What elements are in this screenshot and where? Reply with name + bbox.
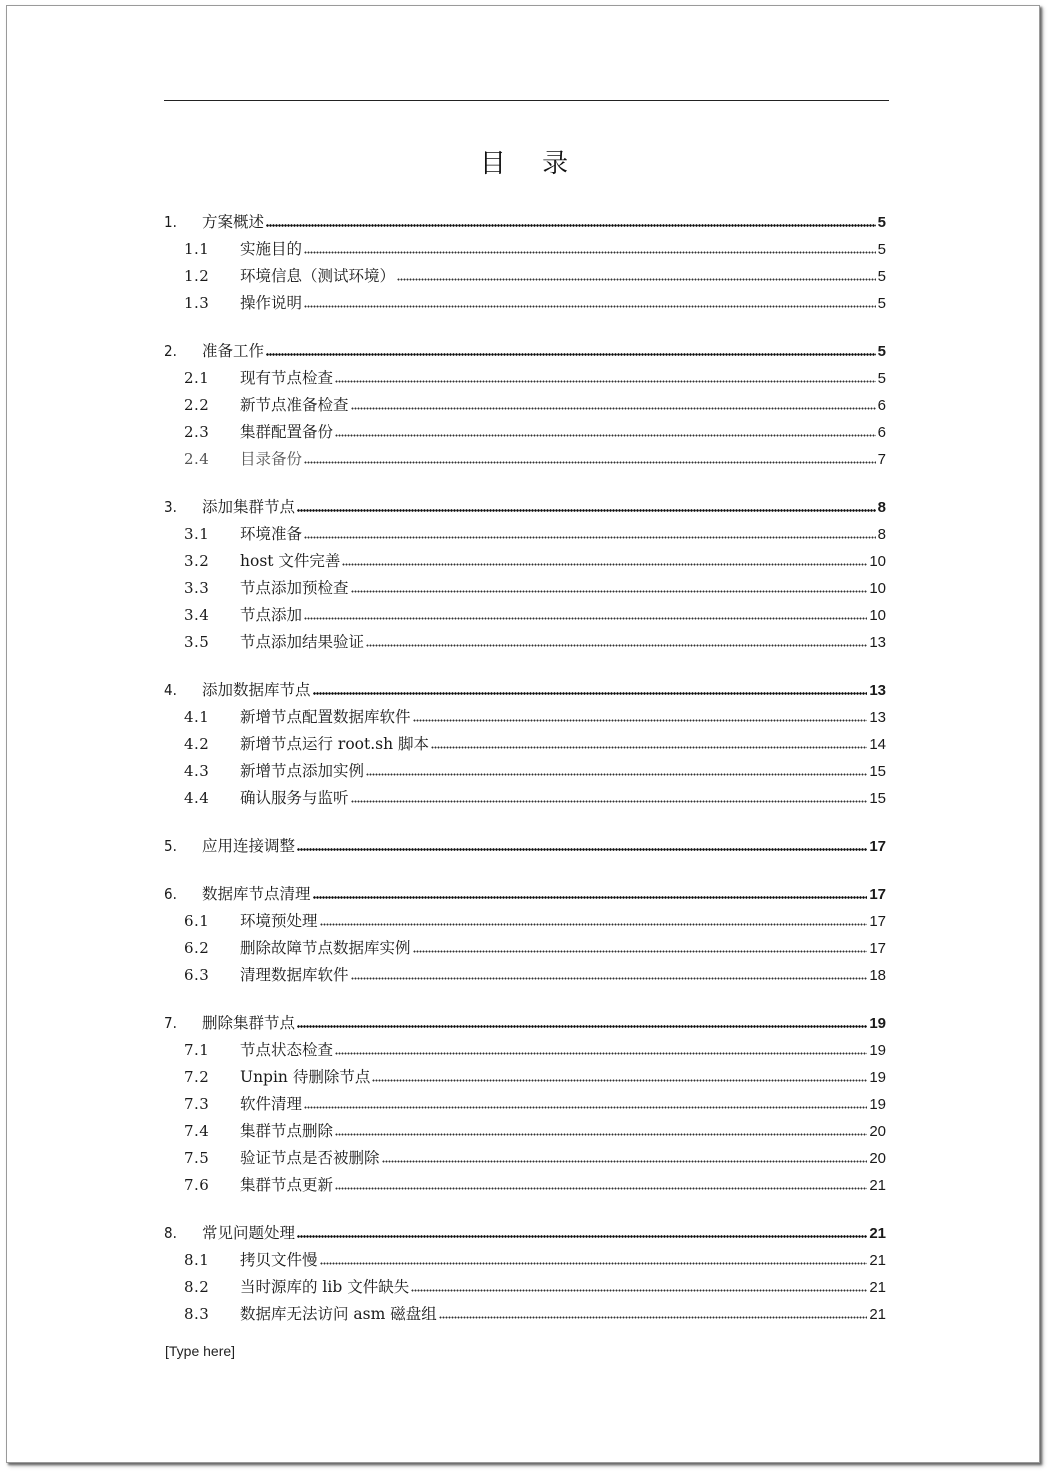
toc-entry-page: 17: [869, 913, 886, 930]
toc-entry-page: 20: [869, 1150, 886, 1167]
toc-entry-number: 1.2: [184, 267, 210, 285]
document-page: [6, 5, 1040, 1463]
toc-entry-page: 19: [869, 1069, 886, 1086]
toc-entry-7-4[interactable]: [164, 1119, 886, 1146]
toc-entry-page: 21: [869, 1177, 886, 1194]
toc-entry-page: 8: [877, 499, 886, 516]
toc-entry-7-1[interactable]: [164, 1038, 886, 1065]
toc-entry-page: 15: [869, 763, 886, 780]
toc-entry-1-1[interactable]: [164, 237, 886, 264]
toc-entry-number: 5.: [164, 837, 177, 855]
toc-entry-number: 8.1: [184, 1251, 210, 1269]
toc-entry-number: 4.3: [184, 762, 210, 780]
toc-entry-number: 4.1: [184, 708, 210, 726]
toc-entry-page: 19: [869, 1042, 886, 1059]
dot-leader: [297, 1234, 867, 1238]
dot-leader: [304, 616, 867, 620]
toc-entry-label: Unpin 待删除节点: [240, 1068, 371, 1086]
toc-entry-number: 6.1: [184, 912, 210, 930]
toc-entry-page: 20: [869, 1123, 886, 1140]
dot-leader: [411, 1288, 867, 1292]
toc-entry-2-4[interactable]: [164, 447, 886, 474]
toc-entry-7-5[interactable]: [164, 1146, 886, 1173]
dot-leader: [366, 643, 867, 647]
dot-leader: [382, 1159, 868, 1163]
toc-entry-1-2[interactable]: [164, 264, 886, 291]
toc-entry-8-3[interactable]: [164, 1302, 886, 1329]
dot-leader: [335, 1051, 867, 1055]
toc-entry-number: 7.5: [184, 1149, 210, 1167]
toc-entry-label: 集群配置备份: [240, 423, 334, 441]
toc-entry-page: 5: [877, 214, 886, 231]
toc-entry-label: 集群节点删除: [240, 1122, 334, 1140]
toc-entry-number: 6.: [164, 885, 177, 903]
dot-leader: [439, 1315, 868, 1319]
toc-entry-page: 10: [869, 607, 886, 624]
dot-leader: [313, 691, 868, 695]
toc-entry-number: 7.4: [184, 1122, 210, 1140]
toc-entry-number: 8.3: [184, 1305, 210, 1323]
dot-leader: [304, 460, 876, 464]
toc-entry-3[interactable]: [164, 495, 886, 522]
toc-entry-page: 10: [869, 553, 886, 570]
dot-leader: [313, 895, 868, 899]
dot-leader: [304, 250, 876, 254]
toc-entry-label: 方案概述: [202, 213, 265, 231]
toc-entry-8-2[interactable]: [164, 1275, 886, 1302]
toc-entry-page: 17: [869, 940, 886, 957]
toc-entry-page: 21: [869, 1279, 886, 1296]
toc-entry-label: 删除故障节点数据库实例: [240, 939, 411, 957]
toc-entry-4-3[interactable]: [164, 759, 886, 786]
toc-entry-label: 常见问题处理: [202, 1224, 296, 1242]
dot-leader: [335, 379, 876, 383]
toc-entry-label: 节点添加预检查: [240, 579, 349, 597]
toc-entry-8-1[interactable]: [164, 1248, 886, 1275]
toc-entry-6-1[interactable]: [164, 909, 886, 936]
toc-entry-page: 17: [869, 838, 886, 855]
toc-entry-page: 19: [869, 1015, 886, 1032]
toc-entry-label: 新节点准备检查: [240, 396, 349, 414]
toc-entry-4[interactable]: [164, 678, 886, 705]
dot-leader: [304, 1105, 867, 1109]
dot-leader: [397, 277, 876, 281]
toc-entry-number: 3.3: [184, 579, 210, 597]
table-of-contents: [164, 210, 886, 1329]
toc-entry-5[interactable]: [164, 834, 886, 861]
toc-entry-number: 3.1: [184, 525, 210, 543]
toc-entry-2-3[interactable]: [164, 420, 886, 447]
toc-entry-label: 确认服务与监听: [240, 789, 349, 807]
dot-leader: [297, 508, 876, 512]
header-rule: [164, 100, 889, 101]
toc-entry-number: 4.: [164, 681, 177, 699]
toc-entry-page: 21: [869, 1252, 886, 1269]
toc-entry-number: 1.: [164, 213, 177, 231]
toc-entry-label: 准备工作: [202, 342, 265, 360]
toc-entry-label: 添加数据库节点: [202, 681, 311, 699]
toc-entry-7[interactable]: [164, 1011, 886, 1038]
toc-entry-6-2[interactable]: [164, 936, 886, 963]
toc-entry-label: 操作说明: [240, 294, 303, 312]
toc-entry-number: 7.2: [184, 1068, 210, 1086]
toc-entry-3-5[interactable]: [164, 630, 886, 657]
dot-leader: [266, 352, 876, 356]
toc-entry-label: 应用连接调整: [202, 837, 296, 855]
dot-leader: [297, 1024, 867, 1028]
toc-entry-number: 2.3: [184, 423, 210, 441]
toc-entry-page: 5: [877, 241, 886, 258]
toc-entry-page: 18: [869, 967, 886, 984]
toc-entry-label: 环境准备: [240, 525, 303, 543]
toc-entry-page: 7: [877, 451, 886, 468]
toc-entry-page: 6: [877, 397, 886, 414]
dot-leader: [342, 562, 867, 566]
toc-entry-number: 7.6: [184, 1176, 210, 1194]
toc-entry-6[interactable]: [164, 882, 886, 909]
toc-entry-page: 21: [869, 1225, 886, 1242]
toc-entry-7-2[interactable]: [164, 1065, 886, 1092]
toc-entry-number: 8.: [164, 1224, 177, 1242]
dot-leader: [335, 433, 876, 437]
toc-entry-6-3[interactable]: [164, 963, 886, 990]
toc-entry-label: 实施目的: [240, 240, 303, 258]
toc-entry-number: 7.: [164, 1014, 177, 1032]
toc-entry-3-4[interactable]: [164, 603, 886, 630]
toc-entry-number: 2.1: [184, 369, 210, 387]
toc-entry-label: 新增节点添加实例: [240, 762, 365, 780]
toc-entry-label: 节点添加结果验证: [240, 633, 365, 651]
toc-entry-label: 节点添加: [240, 606, 303, 624]
toc-entry-label: 数据库节点清理: [202, 885, 311, 903]
toc-entry-page: 6: [877, 424, 886, 441]
dot-leader: [351, 799, 868, 803]
toc-title: 目 录: [479, 149, 583, 179]
toc-entry-label: 数据库无法访问 asm 磁盘组: [240, 1305, 437, 1323]
toc-entry-page: 5: [877, 370, 886, 387]
toc-entry-label: 当时源库的 lib 文件缺失: [240, 1278, 410, 1296]
toc-entry-number: 3.: [164, 498, 177, 516]
toc-entry-number: 3.4: [184, 606, 210, 624]
toc-entry-page: 13: [869, 634, 886, 651]
toc-entry-page: 8: [877, 526, 886, 543]
dot-leader: [304, 535, 876, 539]
dot-leader: [351, 589, 868, 593]
dot-leader: [413, 949, 868, 953]
toc-entry-2-1[interactable]: [164, 366, 886, 393]
toc-entry-page: 17: [869, 886, 886, 903]
toc-entry-label: 环境信息（测试环境）: [240, 267, 396, 285]
toc-entry-label: 添加集群节点: [202, 498, 296, 516]
dot-leader: [351, 976, 868, 980]
toc-entry-4-2[interactable]: [164, 732, 886, 759]
toc-entry-label: 集群节点更新: [240, 1176, 334, 1194]
dot-leader: [431, 745, 867, 749]
toc-entry-label: 删除集群节点: [202, 1014, 296, 1032]
toc-entry-number: 7.1: [184, 1041, 210, 1059]
toc-entry-number: 4.2: [184, 735, 210, 753]
toc-entry-2-2[interactable]: [164, 393, 886, 420]
toc-entry-number: 8.2: [184, 1278, 210, 1296]
toc-entry-3-1[interactable]: [164, 522, 886, 549]
toc-entry-number: 3.5: [184, 633, 210, 651]
toc-entry-label: 节点状态检查: [240, 1041, 334, 1059]
dot-leader: [320, 922, 868, 926]
toc-entry-page: 21: [869, 1306, 886, 1323]
toc-entry-page: 5: [877, 343, 886, 360]
dot-leader: [413, 718, 868, 722]
toc-entry-4-1[interactable]: [164, 705, 886, 732]
toc-entry-number: 6.2: [184, 939, 210, 957]
toc-entry-label: 验证节点是否被删除: [240, 1149, 380, 1167]
toc-entry-number: 1.1: [184, 240, 210, 258]
toc-entry-number: 3.2: [184, 552, 210, 570]
toc-entry-4-4[interactable]: [164, 786, 886, 813]
footer-placeholder[interactable]: [Type here]: [165, 1343, 236, 1359]
toc-entry-1[interactable]: [164, 210, 886, 237]
toc-entry-page: 19: [869, 1096, 886, 1113]
toc-entry-number: 2.2: [184, 396, 210, 414]
dot-leader: [366, 772, 867, 776]
toc-entry-7-3[interactable]: [164, 1092, 886, 1119]
toc-entry-page: 5: [877, 295, 886, 312]
dot-leader: [335, 1132, 867, 1136]
toc-entry-number: 2.: [164, 342, 177, 360]
dot-leader: [351, 406, 876, 410]
toc-entry-page: 5: [877, 268, 886, 285]
toc-entry-number: 1.3: [184, 294, 210, 312]
toc-entry-number: 6.3: [184, 966, 210, 984]
toc-entry-label: 新增节点运行 root.sh 脚本: [240, 735, 430, 753]
dot-leader: [335, 1186, 867, 1190]
toc-entry-8[interactable]: [164, 1221, 886, 1248]
toc-entry-page: 15: [869, 790, 886, 807]
toc-entry-label: 环境预处理: [240, 912, 318, 930]
toc-entry-label: 清理数据库软件: [240, 966, 349, 984]
toc-entry-3-2[interactable]: [164, 549, 886, 576]
dot-leader: [372, 1078, 867, 1082]
toc-entry-label: 新增节点配置数据库软件: [240, 708, 411, 726]
toc-entry-label: 软件清理: [240, 1095, 303, 1113]
toc-entry-label: host 文件完善: [240, 552, 341, 570]
toc-entry-label: 拷贝文件慢: [240, 1251, 318, 1269]
dot-leader: [297, 847, 867, 851]
toc-entry-3-3[interactable]: [164, 576, 886, 603]
toc-entry-2[interactable]: [164, 339, 886, 366]
dot-leader: [266, 223, 876, 227]
toc-entry-page: 13: [869, 709, 886, 726]
toc-entry-number: 4.4: [184, 789, 210, 807]
toc-entry-label: 现有节点检查: [240, 369, 334, 387]
toc-entry-label: 目录备份: [240, 450, 303, 468]
toc-entry-number: 2.4: [184, 450, 210, 468]
dot-leader: [320, 1261, 868, 1265]
toc-entry-number: 7.3: [184, 1095, 210, 1113]
toc-entry-page: 14: [869, 736, 886, 753]
toc-entry-7-6[interactable]: [164, 1173, 886, 1200]
dot-leader: [304, 304, 876, 308]
toc-entry-1-3[interactable]: [164, 291, 886, 318]
toc-entry-page: 13: [869, 682, 886, 699]
toc-entry-page: 10: [869, 580, 886, 597]
